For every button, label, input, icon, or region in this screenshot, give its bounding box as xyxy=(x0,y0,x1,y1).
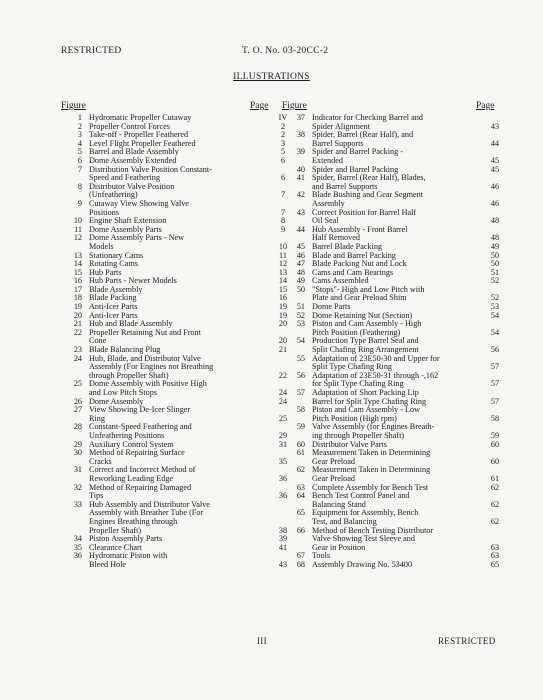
figure-number: 64 xyxy=(296,491,305,501)
figure-title: Cams and Cam Bearings xyxy=(312,267,394,277)
page-ref: 16 xyxy=(278,293,288,303)
figure-title: Dome Assembly Extended xyxy=(89,155,177,165)
figure-number: 38 xyxy=(296,130,305,140)
figure-title: Assembly Drawing No. 53400 xyxy=(312,559,413,569)
page-ref: 9 xyxy=(280,224,286,234)
page-ref: 59 xyxy=(490,430,500,440)
figure-title: Adaptation of 23E50-31 through -,162 xyxy=(312,370,439,380)
figure-title: Positions xyxy=(89,207,120,217)
figure-title: Method of Repairing Damaged xyxy=(89,482,192,492)
figure-title: Plate and Gear Preload Shim xyxy=(312,293,407,303)
figure-title: Blade Packing Nut and Lock xyxy=(312,259,407,269)
security-marking-bottom: RESTRICTED xyxy=(438,636,496,646)
page-ref: 46 xyxy=(490,181,500,191)
list-item xyxy=(60,561,295,570)
figure-number: 8 xyxy=(77,181,82,191)
figure-number: 33 xyxy=(73,499,82,509)
page-ref: 20 xyxy=(278,319,288,329)
page-ref: 35 xyxy=(278,456,288,466)
figure-title: Rotating Cams xyxy=(89,259,138,269)
figure-number: 55 xyxy=(296,353,305,363)
figure-title: Measurement Taken in Determining xyxy=(312,448,431,458)
page-ref: 61 xyxy=(490,473,500,483)
right-figure-heading: Figure xyxy=(282,101,307,111)
figure-number: 30 xyxy=(73,448,82,458)
figure-title: Level Flight Propeller Feathered xyxy=(89,138,196,148)
figure-number: 18 xyxy=(73,293,82,303)
page-ref: 65 xyxy=(490,559,500,569)
figure-title: Hub and Blade Assembly xyxy=(89,319,173,329)
figure-title: Dome Assembly with Positive High xyxy=(89,379,207,389)
figure-number: 49 xyxy=(296,276,305,286)
page-title: ILLUSTRATIONS xyxy=(233,72,310,82)
page-ref: 19 xyxy=(278,310,288,320)
page-ref: 22 xyxy=(278,370,288,380)
figure-title: Blade Balancing Plug xyxy=(89,345,161,355)
page-ref: 57 xyxy=(490,396,500,406)
figure-title: Dome Assembly Parts xyxy=(89,224,162,234)
figure-title: Method of Bench Testing Distributor xyxy=(312,525,434,535)
figure-title: Oil Seal xyxy=(312,216,339,226)
figure-title: Split Chafing Ring Arrangement xyxy=(312,345,419,355)
figure-number: 57 xyxy=(296,388,305,397)
page-ref: 36 xyxy=(278,473,288,483)
figure-title: Barrel for Split Type Chafing Ring xyxy=(312,396,427,406)
figure-title: Dome Retaining Nut (Section) xyxy=(312,310,413,320)
figure-number: 65 xyxy=(296,508,305,518)
page-ref: 31 xyxy=(278,439,288,449)
page-ref: 36 xyxy=(278,491,288,501)
figure-title: Blade and Barrel Packing xyxy=(312,250,396,260)
figure-number: 15 xyxy=(73,267,82,277)
figure-number: 12 xyxy=(73,233,82,243)
figure-number: 59 xyxy=(296,422,305,432)
figure-title: Take-off - Propeller Feathered xyxy=(89,130,189,140)
figure-title: Spider, Barrel (Rear Half), Blades, xyxy=(312,173,426,183)
page-ref: 58 xyxy=(490,413,500,423)
figure-title: Ring xyxy=(89,413,105,423)
figure-number: 7 xyxy=(77,164,82,174)
figure-number: 45 xyxy=(296,241,305,251)
page-ref: 2 xyxy=(280,121,286,131)
figure-number: 44 xyxy=(296,224,305,234)
figure-number: 67 xyxy=(296,551,305,561)
figure-title: Speed and Feathering xyxy=(89,173,160,183)
page-ref: 49 xyxy=(490,241,500,251)
figure-title: Extended xyxy=(312,155,343,165)
page-ref: 38 xyxy=(278,525,288,535)
left-figure-list xyxy=(60,114,295,569)
page-ref: 7 xyxy=(280,190,286,200)
figure-title: Gear in Position xyxy=(312,542,366,552)
page-ref: 62 xyxy=(490,516,500,526)
figure-title: Engine Shaft Extension xyxy=(89,216,167,226)
page-ref: 5 xyxy=(280,147,286,157)
figure-number: 63 xyxy=(296,482,305,492)
figure-number: 17 xyxy=(73,284,82,294)
page-ref: 53 xyxy=(490,302,500,312)
page-ref: 24 xyxy=(278,388,288,397)
figure-number: 54 xyxy=(296,336,305,346)
figure-number: 34 xyxy=(73,534,82,544)
figure-title: Valve Showing Test Sleeve and xyxy=(312,534,415,544)
page-ref: 45 xyxy=(490,155,500,165)
figure-title: Bleed Hole xyxy=(89,559,127,569)
figure-number: 58 xyxy=(296,405,305,415)
figure-title: Correct and Incorrect Method of xyxy=(89,465,196,475)
page-ref: 21 xyxy=(278,345,288,355)
page-ref: 56 xyxy=(490,345,500,355)
figure-number: 53 xyxy=(296,319,305,329)
figure-title: Correct Position for Barrel Half xyxy=(312,207,417,217)
figure-title: Spider and Barrel Packing xyxy=(312,164,399,174)
figure-title: Valve Assembly (for Engines Breath- xyxy=(312,422,435,432)
figure-number: 66 xyxy=(296,525,305,535)
figure-number: 1 xyxy=(77,113,82,122)
figure-number: 27 xyxy=(73,405,82,415)
figure-number: 56 xyxy=(296,370,305,380)
figure-title: Hydromatic Piston with xyxy=(89,551,168,561)
figure-title: Production Type Barrel Seal and xyxy=(312,336,419,346)
figure-title: Stationary Cams xyxy=(89,250,144,260)
figure-title: Distribution Valve Position Constant- xyxy=(89,164,212,174)
figure-number: 41 xyxy=(296,173,305,183)
figure-number: 43 xyxy=(296,207,305,217)
page-ref: 13 xyxy=(278,267,288,277)
page-ref: 15 xyxy=(278,284,288,294)
figure-number: 40 xyxy=(296,164,305,174)
figure-number: 28 xyxy=(73,422,82,432)
figure-title: Hub Parts xyxy=(89,267,122,277)
figure-title: Complete Assembly for Bench Test xyxy=(312,482,429,492)
figure-title: Adaptation of Short Packing Lip xyxy=(312,388,419,397)
figure-title: Clearance Chart xyxy=(89,542,142,552)
right-figure-list xyxy=(283,114,521,569)
page-ref: IV xyxy=(278,113,288,122)
page-ref: 57 xyxy=(490,379,500,389)
page-ref: 20 xyxy=(278,336,288,346)
figure-number: 39 xyxy=(296,147,305,157)
figure-title: Cutaway View Showing Valve xyxy=(89,198,189,208)
figure-number: 50 xyxy=(296,284,305,294)
page-ref: 29 xyxy=(278,430,288,440)
page-ref: 24 xyxy=(278,396,288,406)
figure-number: 25 xyxy=(73,379,82,389)
figure-title: Propeller Control Forces xyxy=(89,121,170,131)
figure-title: Assembly (For Engines not Breathing xyxy=(89,362,214,372)
figure-title: for Split Type Chafing Ring xyxy=(312,379,404,389)
figure-title: Spider and Barrel Packing - xyxy=(312,147,403,157)
figure-title: Barrel Supports xyxy=(312,138,364,148)
figure-number: 32 xyxy=(73,482,82,492)
figure-title: Half Removed xyxy=(312,233,360,243)
figure-title: Dome Parts xyxy=(312,302,351,312)
figure-title: Measurement Taken in Determining xyxy=(312,465,431,475)
figure-title: Method of Repairing Surface xyxy=(89,448,185,458)
figure-number: 48 xyxy=(296,267,305,277)
figure-title: Blade Packing xyxy=(89,293,137,303)
figure-title: Test, and Balancing xyxy=(312,516,377,526)
figure-number: 2 xyxy=(77,121,82,131)
figure-title: Hub Parts - Newer Models xyxy=(89,276,177,286)
figure-title: (Unfeathering) xyxy=(89,190,138,200)
figure-number: 14 xyxy=(73,259,82,269)
page-ref: 54 xyxy=(490,310,500,320)
page-ref: 52 xyxy=(490,293,500,303)
page-ref: 50 xyxy=(490,250,500,260)
page-ref: 11 xyxy=(279,250,287,260)
page-ref: 57 xyxy=(490,362,500,372)
page-number: III xyxy=(257,636,267,646)
page-ref: 3 xyxy=(280,138,286,148)
page-ref: 60 xyxy=(490,456,500,466)
figure-title: Anti-Icer Parts xyxy=(89,310,138,320)
page-ref: 54 xyxy=(490,327,500,337)
figure-number: 22 xyxy=(73,327,82,337)
figure-number: 35 xyxy=(73,542,82,552)
figure-number: 13 xyxy=(73,250,82,260)
page-ref: 45 xyxy=(490,164,500,174)
figure-title: Blade Bushing and Gear Segment xyxy=(312,190,423,200)
figure-number: 4 xyxy=(77,138,82,148)
figure-number: 46 xyxy=(296,250,305,260)
page-ref: 63 xyxy=(490,551,500,561)
page-ref: 14 xyxy=(278,276,288,286)
figure-number: 60 xyxy=(296,439,305,449)
page-ref: 50 xyxy=(490,259,500,269)
figure-title: Pitch Position (High rpm) xyxy=(312,413,397,423)
figure-number: 19 xyxy=(73,302,82,312)
figure-number: 47 xyxy=(296,259,305,269)
figure-number: 23 xyxy=(73,345,82,355)
figure-title: Reworking Leading Edge xyxy=(89,473,174,483)
figure-title: Auxiliary Control System xyxy=(89,439,174,449)
page-ref: 48 xyxy=(490,233,500,243)
figure-title: Constant-Speed Feathering and xyxy=(89,422,192,432)
figure-title: and Low Pitch Stops xyxy=(89,388,158,397)
figure-title: Gear Preload xyxy=(312,456,355,466)
page-ref: 2 xyxy=(280,130,286,140)
figure-number: 5 xyxy=(77,147,82,157)
figure-number: 10 xyxy=(73,216,82,226)
figure-number: 21 xyxy=(73,319,82,329)
page-ref: 8 xyxy=(280,216,286,226)
figure-title: Assembly xyxy=(312,198,345,208)
figure-number: 51 xyxy=(296,302,305,312)
figure-title: Hub Assembly - Front Barrel xyxy=(312,224,408,234)
security-marking-top: RESTRICTED xyxy=(61,46,122,56)
page-ref: 7 xyxy=(280,207,286,217)
figure-number: 3 xyxy=(77,130,82,140)
figure-number: 62 xyxy=(296,465,305,475)
figure-title: through Propeller Shaft) xyxy=(89,370,169,380)
figure-title: Engines Breathing through xyxy=(89,516,178,526)
figure-number: 9 xyxy=(77,198,82,208)
figure-number: 16 xyxy=(73,276,82,286)
page-ref: 10 xyxy=(278,241,288,251)
figure-title: Hub, Blade, and Distributor Valve xyxy=(89,353,201,363)
figure-title: Bench Test Control Panel and xyxy=(312,491,410,501)
page-ref: 39 xyxy=(278,534,288,544)
left-page-heading: Page xyxy=(250,101,269,111)
page-ref: 48 xyxy=(490,216,500,226)
figure-title: Unfeathering Positions xyxy=(89,430,165,440)
figure-number: 52 xyxy=(296,310,305,320)
page-ref: 43 xyxy=(278,559,288,569)
figure-number: 24 xyxy=(73,353,82,363)
figure-title: Equipment for Assembly, Bench xyxy=(312,508,419,518)
page-ref: 43 xyxy=(490,121,500,131)
figure-title: Cracks xyxy=(89,456,112,466)
figure-title: Cone xyxy=(89,336,107,346)
figure-title: Hydromatic Propeller Cutaway xyxy=(89,113,192,122)
page-ref: 52 xyxy=(490,276,500,286)
page-ref: 60 xyxy=(490,439,500,449)
left-figure-heading: Figure xyxy=(61,101,86,111)
figure-title: Propeller Shaft) xyxy=(89,525,142,535)
page-ref: 6 xyxy=(280,173,286,183)
list-item xyxy=(283,561,521,570)
figure-title: View Showing De-Icer Slinger xyxy=(89,405,191,415)
figure-title: Hub Assembly and Distributor Valve xyxy=(89,499,210,509)
figure-title: Models xyxy=(89,241,114,251)
figure-title: ing through Propeller Shaft) xyxy=(312,430,405,440)
figure-title: Piston and Cam Assembly - High xyxy=(312,319,422,329)
figure-number: 29 xyxy=(73,439,82,449)
figure-title: Tips xyxy=(89,491,104,501)
right-page-heading: Page xyxy=(476,101,495,111)
figure-title: Blade Assembly xyxy=(89,284,143,294)
figure-title: Dome Assembly xyxy=(89,396,144,406)
figure-title: Barrel Blade Packing xyxy=(312,241,383,251)
figure-title: Distributor Valve Position xyxy=(89,181,175,191)
figure-title: "Stops"- High and Low Pitch with xyxy=(312,284,425,294)
page-ref: 25 xyxy=(278,413,288,423)
figure-title: Spider, Barrel (Rear Half), and xyxy=(312,130,414,140)
figure-number: 20 xyxy=(73,310,82,320)
figure-title: Piston Assembly Parts xyxy=(89,534,163,544)
figure-title: Spider Alignment xyxy=(312,121,370,131)
figure-title: and Barrel Supports xyxy=(312,181,378,191)
page-ref: 6 xyxy=(280,155,286,165)
page-ref: 62 xyxy=(490,482,500,492)
figure-number: 31 xyxy=(73,465,82,475)
page-ref: 46 xyxy=(490,198,500,208)
figure-title: Split Type Chafing Ring xyxy=(312,362,393,372)
page-ref: 19 xyxy=(278,302,288,312)
figure-number: 36 xyxy=(73,551,82,561)
figure-number: 6 xyxy=(77,155,82,165)
page-ref: 63 xyxy=(490,542,500,552)
figure-title: Propeller Retaining Nut and Front xyxy=(89,327,201,337)
figure-number: 68 xyxy=(296,559,305,569)
figure-title: Piston and Cam Assembly - Low xyxy=(312,405,421,415)
figure-title: Dome Assembly Parts - New xyxy=(89,233,185,243)
figure-number: 26 xyxy=(73,396,82,406)
figure-title: Gear Preload xyxy=(312,473,355,483)
figure-title: Barrel and Blade Assembly xyxy=(89,147,179,157)
page-ref: 51 xyxy=(490,267,500,277)
figure-title: Indicator for Checking Barrel and xyxy=(312,113,423,122)
page-ref: 41 xyxy=(278,542,288,552)
figure-number: 61 xyxy=(296,448,305,458)
figure-title: Balancing Stand xyxy=(312,499,366,509)
figure-number: 42 xyxy=(296,190,305,200)
figure-title: Pitch Position (Feathering) xyxy=(312,327,401,337)
document-number: T. O. No. 03-20CC-2 xyxy=(242,46,329,56)
figure-number: 37 xyxy=(296,113,305,122)
figure-number: 11 xyxy=(74,224,82,234)
figure-title: Cams Assembled xyxy=(312,276,369,286)
page-ref: 62 xyxy=(490,499,500,509)
page-ref: 12 xyxy=(278,259,288,269)
figure-title: Tools xyxy=(312,551,331,561)
figure-title: Adaptation of 23E50-30 and Upper for xyxy=(312,353,440,363)
figure-title: Assembly with Breather Tube (For xyxy=(89,508,204,518)
figure-title: Anti-Icer Parts xyxy=(89,302,138,312)
figure-title: Distributor Valve Parts xyxy=(312,439,387,449)
page-ref: 44 xyxy=(490,138,500,148)
